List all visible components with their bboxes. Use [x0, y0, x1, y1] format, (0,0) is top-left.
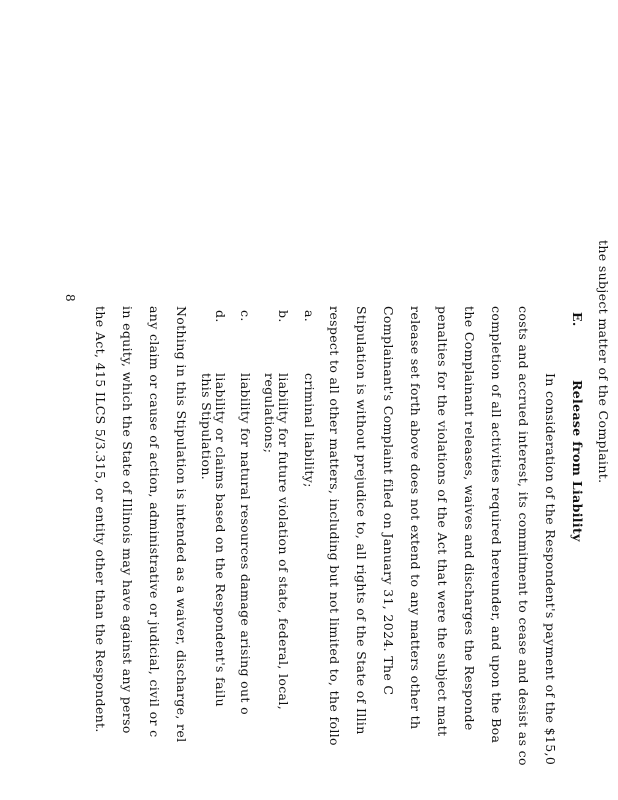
paragraph-line: costs and accrued interest, its commitment to cease and desist as co — [516, 306, 531, 766]
paragraph-line: Complainant's Complaint filed on January 31, 2024. The C — [381, 306, 396, 696]
paragraph-line: penalties for the violations of the Act that were the subject matt — [435, 306, 450, 737]
list-item-text: liability for natural resources damage arising out o — [238, 373, 253, 715]
list-item-text: criminal liability; — [302, 373, 317, 488]
page-number: 8 — [63, 294, 77, 302]
section-heading: Release from Liability — [570, 380, 585, 542]
list-item-text: this Stipulation. — [199, 373, 214, 481]
paragraph-line: the Act, 415 ILCS 5/3.315, or entity other than the Respondent. — [93, 306, 108, 733]
list-item-text: liability for future violation of state, federal, local, — [276, 373, 291, 711]
paragraph-line: in equity, which the State of Illinois may have against any perso — [120, 306, 135, 734]
list-item-label: d. — [213, 310, 228, 323]
list-item-label: c. — [238, 310, 253, 322]
section-letter: E. — [570, 312, 585, 327]
paragraph-line: In consideration of the Respondent's payment of the $15,0 — [543, 373, 558, 766]
paragraph-line: completion of all activities required hereunder, and upon the Boa — [489, 306, 504, 744]
paragraph-line: Stipulation is without prejudice to, all rights of the State of Illin — [354, 306, 369, 735]
list-item-text: liability or claims based on the Respondent's failu — [213, 373, 228, 707]
paragraph-line: any claim or cause of action, administrative or judicial, civil or c — [147, 306, 162, 738]
paragraph-line: respect to all other matters, including but not limited to, the follo — [327, 306, 342, 746]
list-item-label: b. — [276, 310, 291, 323]
list-item-label: a. — [302, 310, 317, 323]
text-line: the subject matter of the Complaint. — [596, 240, 611, 484]
list-item-text: regulations; — [262, 373, 277, 454]
paragraph-line: Nothing in this Stipulation is intended as a waiver, discharge, rel — [174, 306, 189, 743]
paragraph-line: release set forth above does not extend to any matters other th — [408, 306, 423, 730]
paragraph-line: the Complainant releases, waives and discharges the Responde — [462, 306, 477, 731]
